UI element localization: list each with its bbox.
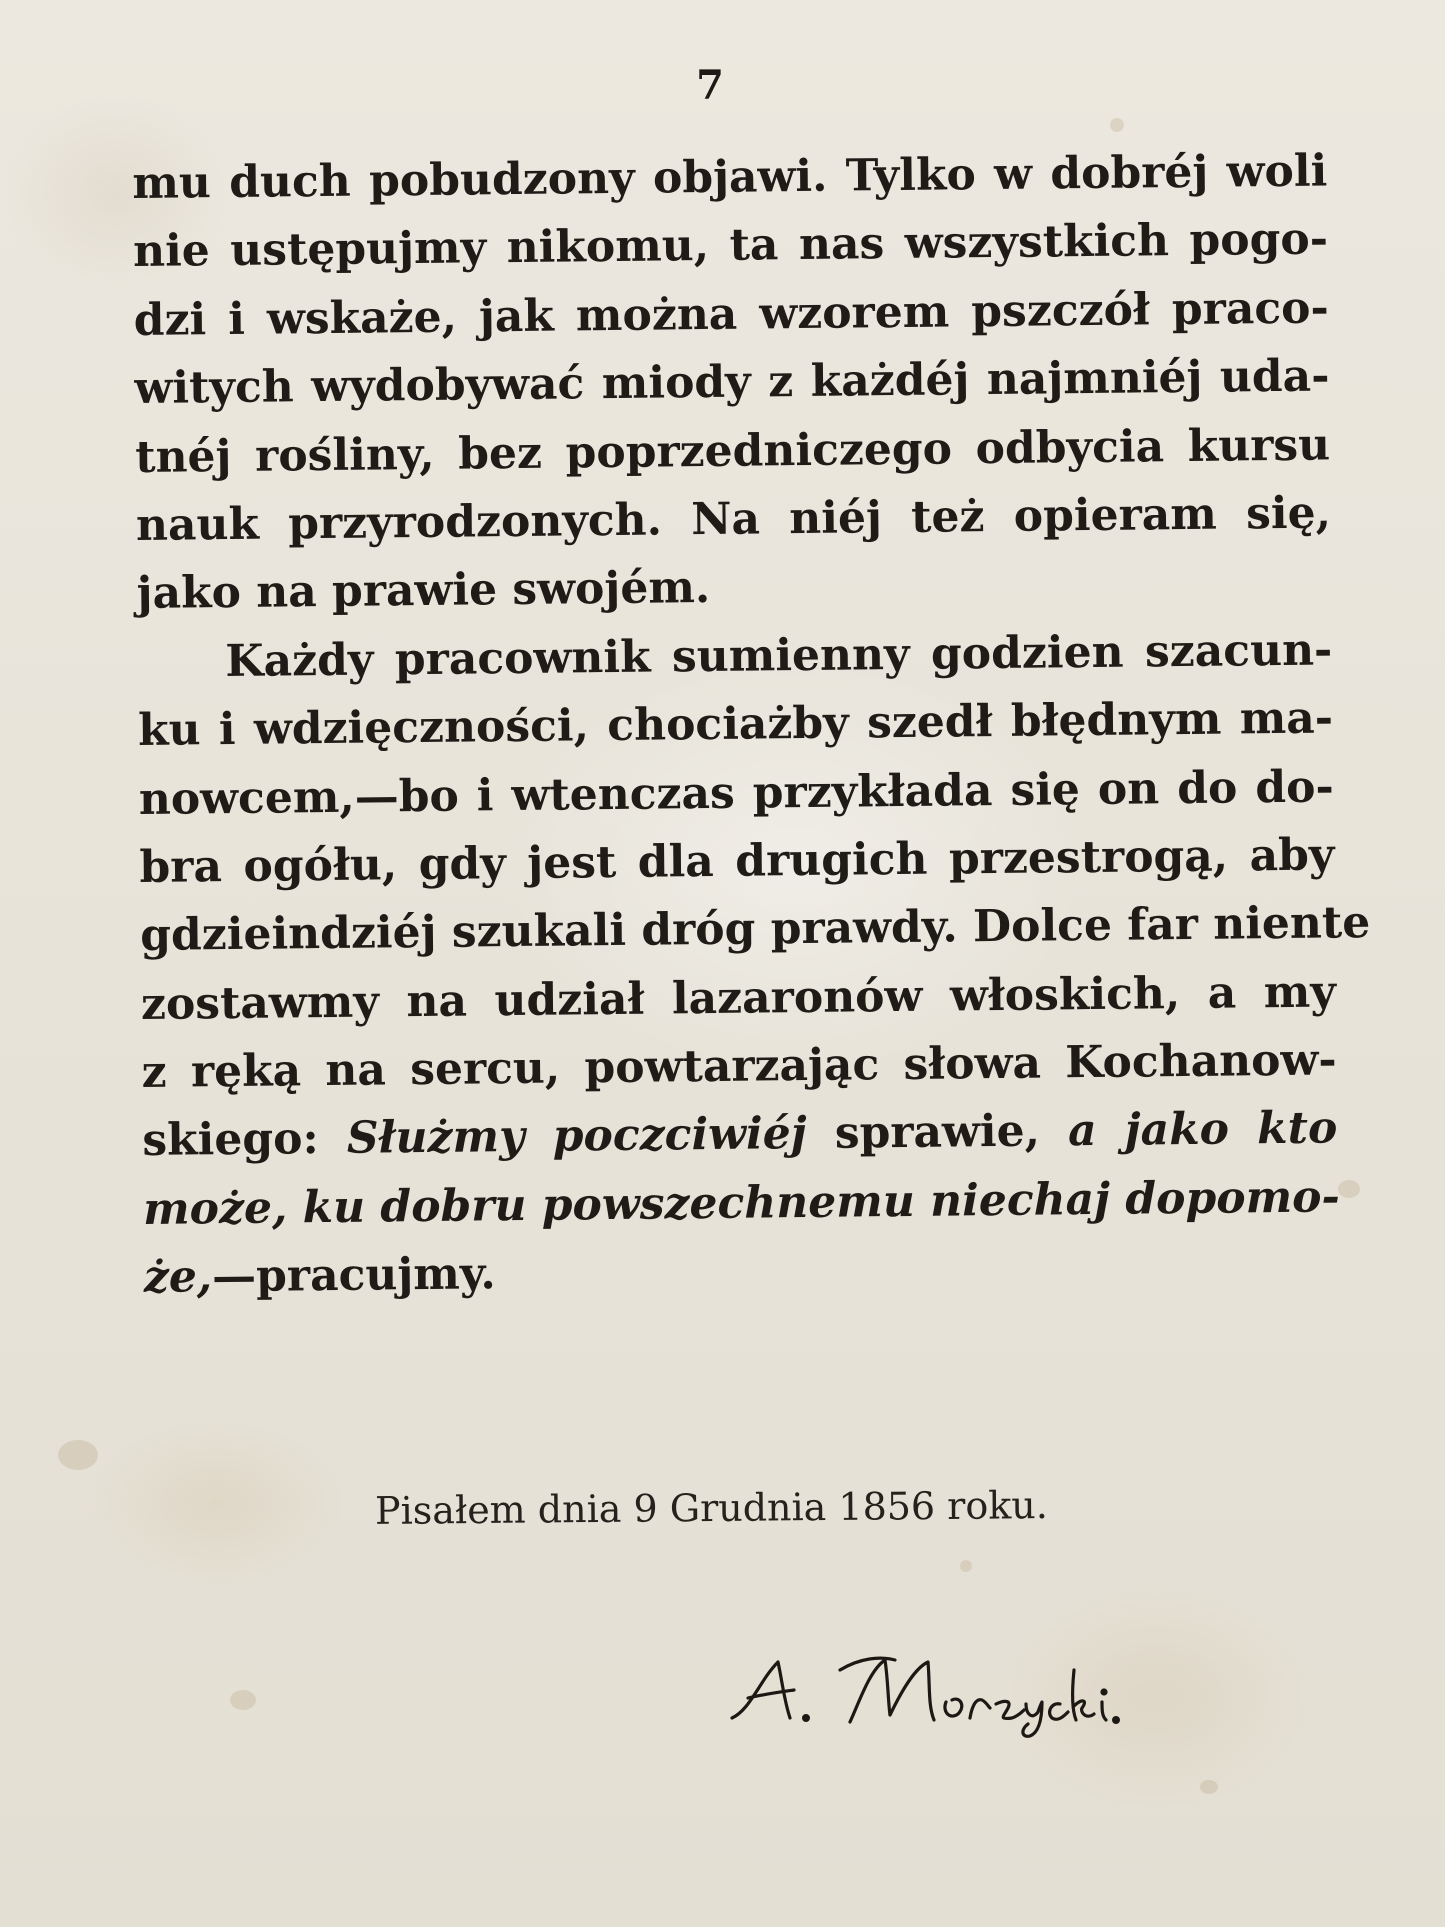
text-segment: —pracujmy.	[211, 1248, 496, 1303]
text-segment: skiego:	[142, 1113, 348, 1167]
paper-stain	[1110, 118, 1124, 132]
handwritten-signature	[720, 1640, 1180, 1740]
page-number: 7	[696, 62, 724, 109]
text-line: mu duch pobudzony objawi. Tylko w dobréj woli	[132, 145, 1328, 209]
paper-stain	[230, 1690, 256, 1710]
text-line: nowcem,—bo i wtenczas przykłada się on do do-	[138, 760, 1334, 825]
text-line: zostawmy na udział lazaronów włoskich, a my	[140, 966, 1337, 1030]
closing-date-line: Pisałem dnia 9 Grudnia 1856 roku.	[374, 1483, 1049, 1533]
signature-script	[720, 1640, 1180, 1740]
text-line	[143, 1232, 1339, 1313]
text-line: nie ustępujmy nikomu, ta nas wszystkich pogo-	[132, 213, 1329, 278]
text-line: gdzieindziéj szukali dróg prawdy. Dolce far niente	[139, 897, 1371, 962]
italic-quote: Służmy poczciwiéj	[346, 1108, 807, 1165]
text-segment: sprawie,	[806, 1105, 1069, 1160]
body-text	[132, 137, 1371, 1312]
italic-quote: że,	[143, 1251, 213, 1304]
text-line: dzi i wskaże, jak można wzorem pszczół praco-	[133, 282, 1329, 346]
text-line: bra ogółu, gdy jest dla drugich przestrogą, aby	[139, 829, 1335, 893]
text-line: tnéj rośliny, bez poprzedniczego odbycia kursu	[134, 419, 1331, 483]
paper-stain	[58, 1440, 98, 1470]
text-line: witych wydobywać miody z każdéj najmniéj uda-	[134, 350, 1330, 415]
paper-stain	[1200, 1780, 1218, 1794]
italic-quote: a jako kto	[1067, 1102, 1338, 1157]
text-line: jako na prawie swojém.	[136, 562, 711, 620]
text-line: nauk przyrodzonych. Na niéj też opieram się,	[135, 487, 1332, 551]
text-line: Każdy pracownik sumienny godzien szacun-	[225, 624, 1333, 687]
text-line: ku i wdzięczności, chociażby szedł błędnym ma-	[137, 692, 1334, 757]
paper-stain	[960, 1560, 972, 1572]
text-line	[142, 1095, 1338, 1176]
text-line: z ręką na sercu, powtarzając słowa Kochanow-	[141, 1034, 1337, 1099]
paper-stain	[1338, 1180, 1360, 1198]
italic-quote-line: może, ku dobru powszechnemu niechaj dopomo-	[142, 1171, 1340, 1235]
